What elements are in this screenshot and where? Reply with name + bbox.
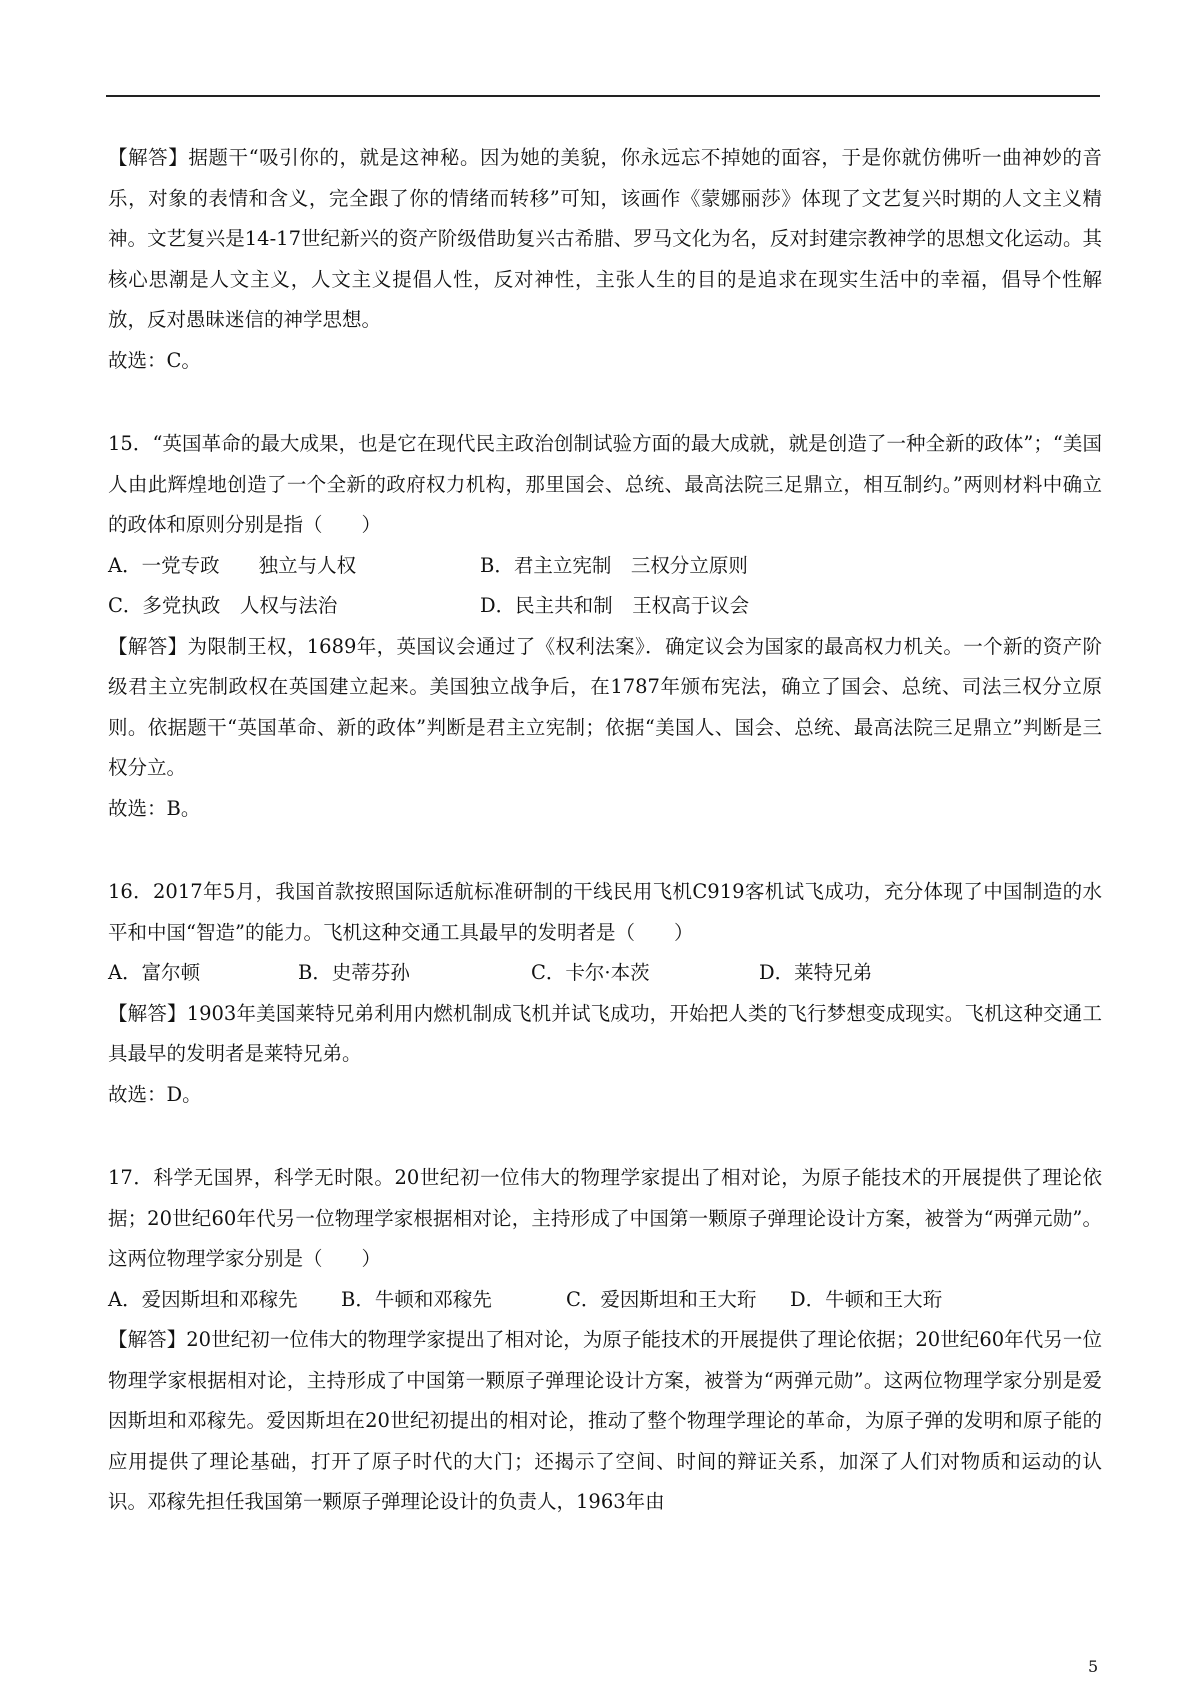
options-row-1	[108, 546, 1102, 587]
question-14-answer	[108, 138, 1102, 381]
answer-explanation: 【解答】据题干“吸引你的，就是这神秘。因为她的美貌，你永远忘不掉她的面容，于是你就仿佛听一曲神妙的音乐，对象的表情和含义，完全跟了你的情绪而转移”可知，该画作《蒙娜丽莎》体现了文艺复兴时期的人文主义精神。文艺复兴是14-17世纪新兴的资产阶级借助复兴古希腊、罗马文化为名，反对封建宗教神学的思想文化运动。其核心思潮是人文主义，人文主义提倡人性，反对神性，主张人生的目的是追求在现实生活中的幸福，倡导个性解放，反对愚昧迷信的神学思想。	[108, 146, 1102, 331]
option-a: A．富尔顿	[108, 961, 201, 984]
option-d: D．牛顿和王大珩	[790, 1287, 943, 1311]
option-a: A．一党专政 独立与人权	[108, 553, 357, 577]
answer-explanation: 【解答】1903年美国莱特兄弟利用内燃机制成飞机并试飞成功，开始把人类的飞行梦想变成现实。飞机这种交通工具最早的发明者是莱特兄弟。	[108, 1001, 1102, 1065]
question-15	[108, 424, 1102, 829]
option-d: D．莱特兄弟	[759, 961, 873, 984]
option-d: D．民主共和制 王权高于议会	[480, 594, 750, 617]
page-number: 5	[1088, 1657, 1099, 1676]
option-a: A．爱因斯坦和邓稼先	[108, 1287, 298, 1311]
option-b: B．史蒂芬孙	[298, 961, 410, 984]
option-c: C．多党执政 人权与法治	[108, 594, 338, 617]
answer-explanation: 【解答】为限制王权，1689年，英国议会通过了《权利法案》．确定议会为国家的最高权力机关。一个新的资产阶级君主立宪制政权在英国建立起来。美国独立战争后，在1787年颁布宪法，确立了国会、总统、司法三权分立原则。依据题干“英国革命、新的政体”判断是君主立宪制；依据“美国人、国会、总统、最高法院三足鼎立”判断是三权分立。	[108, 634, 1102, 779]
option-b: B．君主立宪制 三权分立原则	[480, 553, 748, 577]
answer-choice: 故选：C。	[108, 348, 201, 372]
question-16	[108, 872, 1102, 1115]
question-stem: 16．2017年5月，我国首款按照国际适航标准研制的干线民用飞机C919客机试飞成功，充分体现了中国制造的水平和中国“智造”的能力。飞机这种交通工具最早的发明者是（ ）	[108, 880, 1102, 944]
answer-explanation: 【解答】20世纪初一位伟大的物理学家提出了相对论，为原子能技术的开展提供了理论依据；20世纪60年代另一位物理学家根据相对论，主持形成了中国第一颗原子弹理论设计方案，被誉为“两弹元勋”。这两位物理学家分别是爱因斯坦和邓稼先。爱因斯坦在20世纪初提出的相对论，推动了整个物理学理论的革命，为原子弹的发明和原子能的应用提供了理论基础，打开了原子时代的大门；还揭示了空间、时间的辩证关系，加深了人们对物质和运动的认识。邓稼先担任我国第一颗原子弹理论设计的负责人，1963年由	[108, 1328, 1102, 1513]
question-17	[108, 1158, 1102, 1523]
question-stem: 17．科学无国界，科学无时限。20世纪初一位伟大的物理学家提出了相对论，为原子能技术的开展提供了理论依据；20世纪60年代另一位物理学家根据相对论，主持形成了中国第一颗原子弹理论设计方案，被誉为“两弹元勋”。这两位物理学家分别是（ ）	[108, 1166, 1102, 1270]
options-row-2	[108, 586, 1102, 627]
options-row	[108, 1280, 1102, 1321]
option-c: C．卡尔·本茨	[531, 961, 650, 984]
option-b: B．牛顿和邓稼先	[341, 1287, 492, 1311]
answer-choice: 故选：B。	[108, 796, 201, 820]
document-body	[108, 138, 1102, 1523]
options-row	[108, 953, 1102, 994]
question-stem: 15．“英国革命的最大成果，也是它在现代民主政治创制试验方面的最大成就，就是创造了一种全新的政体”；“美国人由此辉煌地创造了一个全新的政府权力机构，那里国会、总统、最高法院三足鼎立，相互制约。”两则材料中确立的政体和原则分别是指（ ）	[108, 432, 1102, 536]
header-rule	[106, 95, 1100, 97]
answer-choice: 故选：D。	[108, 1082, 202, 1106]
option-c: C．爱因斯坦和王大珩	[566, 1287, 757, 1311]
